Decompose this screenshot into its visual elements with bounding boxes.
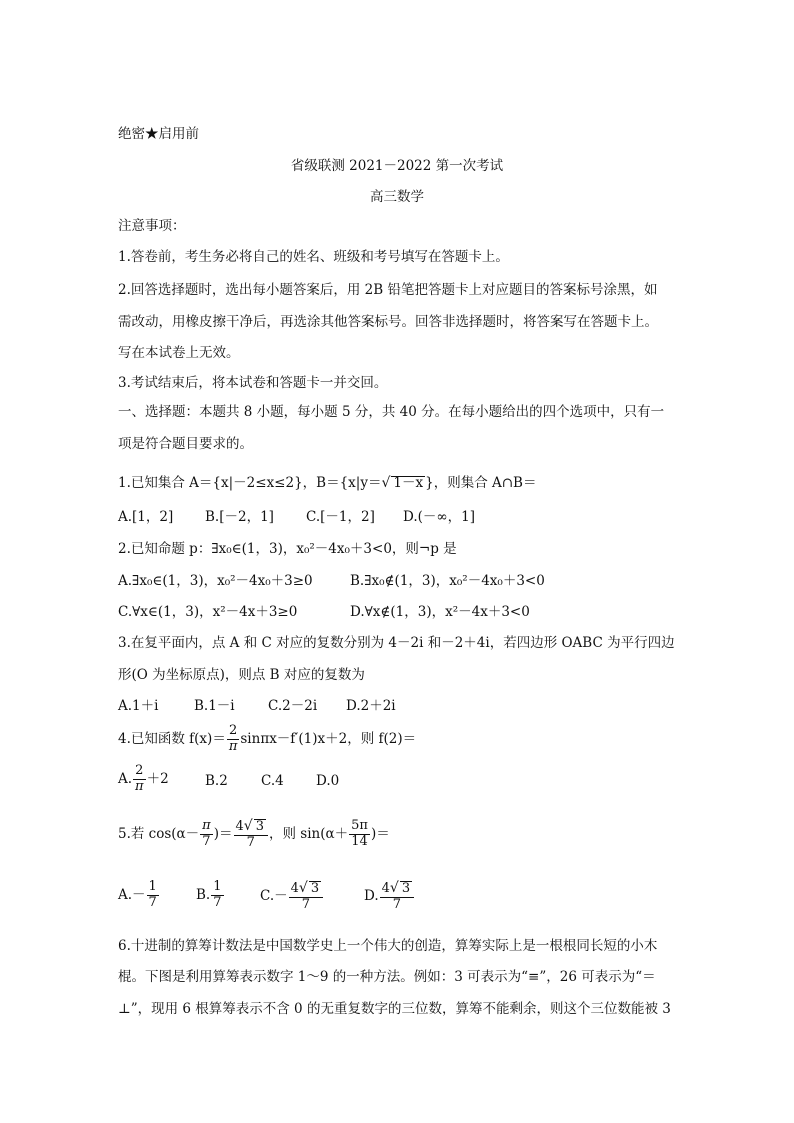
question-3-option-a: A.1＋i [118, 698, 159, 714]
option-a-fraction [147, 880, 159, 911]
question-2-option-a: A.∃x₀∈(1，3)，x₀²－4x₀＋3≥0 [118, 573, 313, 589]
option-d-label: D. [364, 887, 379, 904]
fraction-denominator: 7 [202, 833, 211, 849]
question-1-radicand: 1－x [393, 475, 424, 491]
question-4-option-b: B.2 [205, 773, 228, 789]
fraction-numerator: 2 [227, 724, 240, 740]
question-5-option-a [118, 880, 160, 911]
note-1: 1.答卷前，考生务必将自己的姓名、班级和考号填写在答题卡上。 [118, 249, 509, 265]
radicand: 3 [255, 819, 264, 834]
question-4-fraction [227, 724, 240, 755]
fraction-denominator: 7 [392, 896, 402, 912]
question-3-option-d: D.2＋2i [346, 698, 396, 714]
question-4-stem-start: 4.已知函数 f(x)＝ [118, 730, 226, 747]
question-6-line-2: 棍。下图是利用算筹表示数字 1～9 的一种方法。例如：3 可表示为“≡”，26 可表示为“＝ [118, 969, 656, 985]
question-2-option-b: B.∃x₀∉(1，3)，x₀²－4x₀＋3<0 [350, 573, 545, 589]
radical-sign: √ [243, 818, 253, 834]
fraction-denominator: 14 [351, 833, 368, 849]
question-5-stem [118, 818, 390, 851]
fraction-numerator: 5π [351, 818, 368, 833]
fraction-denominator: 7 [246, 834, 255, 850]
option-a-label: A.－ [118, 886, 146, 903]
question-4-option-d: D.0 [316, 773, 340, 789]
fraction-denominator: 7 [301, 896, 311, 912]
question-5-option-d [364, 880, 415, 913]
question-2-stem: 2.已知命题 p：∃x₀∈(1，3)，x₀²－4x₀＋3<0，则¬p 是 [118, 541, 457, 557]
fraction-numerator [289, 880, 323, 898]
question-5-option-c [260, 880, 324, 913]
note-2-line-2: 需改动，用橡皮擦干净后，再选涂其他答案标号。回答非选择题时，将答案写在答题卡上。 [118, 314, 658, 330]
question-2-option-d: D.∀x∉(1，3)，x²－4x＋3<0 [350, 604, 530, 620]
fraction-denominator: 7 [148, 894, 157, 910]
note-2-line-1: 2.回答选择题时，选出每小题答案后，用 2B 铅笔把答题卡上对应题目的答案标号涂黑，如 [118, 282, 658, 298]
subject-title: 高三数学 [370, 189, 424, 205]
note-2-line-3: 写在本试卷上无效。 [118, 345, 240, 361]
question-5-fraction-2 [234, 818, 268, 851]
question-3-stem-line-1: 3.在复平面内，点 A 和 C 对应的复数分别为 4－2i 和－2＋4i，若四边形 OABC 为平行四边 [118, 635, 675, 651]
option-b-fraction [211, 880, 223, 911]
option-d-fraction [380, 880, 414, 913]
question-1-option-c: C.[－1，2] [306, 509, 375, 525]
question-2-option-c: C.∀x∈(1，3)，x²－4x＋3≥0 [118, 604, 298, 620]
fraction-numerator: 2 [133, 764, 146, 780]
question-5-stem-part-3: ，则 sin(α＋ [268, 825, 349, 842]
radicand: 3 [401, 881, 411, 896]
fraction-denominator: π [228, 738, 238, 754]
question-3-option-c: C.2－2i [268, 698, 318, 714]
section-heading-line-2: 项是符合题目要求的。 [118, 436, 253, 452]
option-a-prefix: A. [118, 770, 133, 787]
option-a-suffix: ＋2 [146, 770, 169, 787]
option-c-fraction [289, 880, 323, 913]
question-4-option-a [118, 764, 169, 795]
question-6-line-1: 6.十进制的算筹计数法是中国数学史上一个伟大的创造，算筹实际上是一根根同长短的小木 [118, 938, 658, 954]
question-1-option-d: D.(－∞，1] [403, 509, 476, 525]
radical-sign: √ [298, 880, 308, 896]
option-b-label: B. [196, 886, 211, 903]
question-5-stem-part-4: )＝ [370, 825, 390, 842]
notes-heading: 注意事项： [118, 218, 186, 234]
question-1-stem [118, 476, 536, 491]
question-5-fraction-1 [200, 819, 213, 850]
radical-sign: √ [389, 880, 399, 896]
question-4-stem [118, 724, 416, 755]
fraction-numerator: π [202, 818, 211, 833]
question-5-stem-part-1: 5.若 cos(α－ [118, 825, 200, 842]
question-3-option-b: B.1－i [194, 698, 235, 714]
fraction-denominator: π [135, 778, 144, 794]
question-4-stem-end: sinπx－f′(1)x＋2，则 f(2)＝ [240, 730, 417, 747]
fraction-numerator: 1 [213, 879, 222, 894]
fraction-numerator [380, 880, 414, 898]
question-1-stem-start: 1.已知集合 A＝{x|－2≤x≤2}，B＝{x|y＝ [118, 475, 382, 491]
coefficient: 4 [381, 881, 390, 896]
question-5-fraction-3 [349, 819, 370, 850]
coefficient: 4 [290, 881, 299, 896]
radical-sign: √ [381, 475, 391, 491]
exam-title: 省级联测 2021－2022 第一次考试 [290, 158, 504, 174]
secret-label: 绝密★启用前 [118, 126, 199, 142]
fraction-denominator: 7 [213, 894, 222, 910]
radicand: 3 [310, 881, 320, 896]
question-1-option-a: A.[1，2] [118, 509, 174, 525]
note-3: 3.考试结束后，将本试卷和答题卡一并交回。 [118, 375, 388, 391]
coefficient: 4 [235, 819, 244, 834]
question-1-stem-end: }，则集合 A∩B＝ [425, 475, 537, 491]
question-1-option-b: B.[－2，1] [205, 509, 274, 525]
fraction-numerator [234, 818, 268, 836]
fraction-numerator: 1 [148, 879, 157, 894]
question-3-stem-line-2: 形(O 为坐标原点)，则点 B 对应的复数为 [118, 667, 365, 683]
question-5-option-b [196, 880, 225, 911]
option-c-label: C.－ [260, 887, 288, 904]
section-heading-line-1: 一、选择题：本题共 8 小题，每小题 5 分，共 40 分。在每小题给出的四个选项中，只有一 [118, 404, 665, 420]
question-5-stem-part-2: )＝ [213, 825, 233, 842]
option-a-fraction [133, 764, 146, 795]
question-6-line-3: ⊥”，现用 6 根算筹表示不含 0 的无重复数字的三位数，算筹不能剩余，则这个三位数能被 3 [118, 1001, 671, 1017]
question-4-option-c: C.4 [261, 773, 284, 789]
